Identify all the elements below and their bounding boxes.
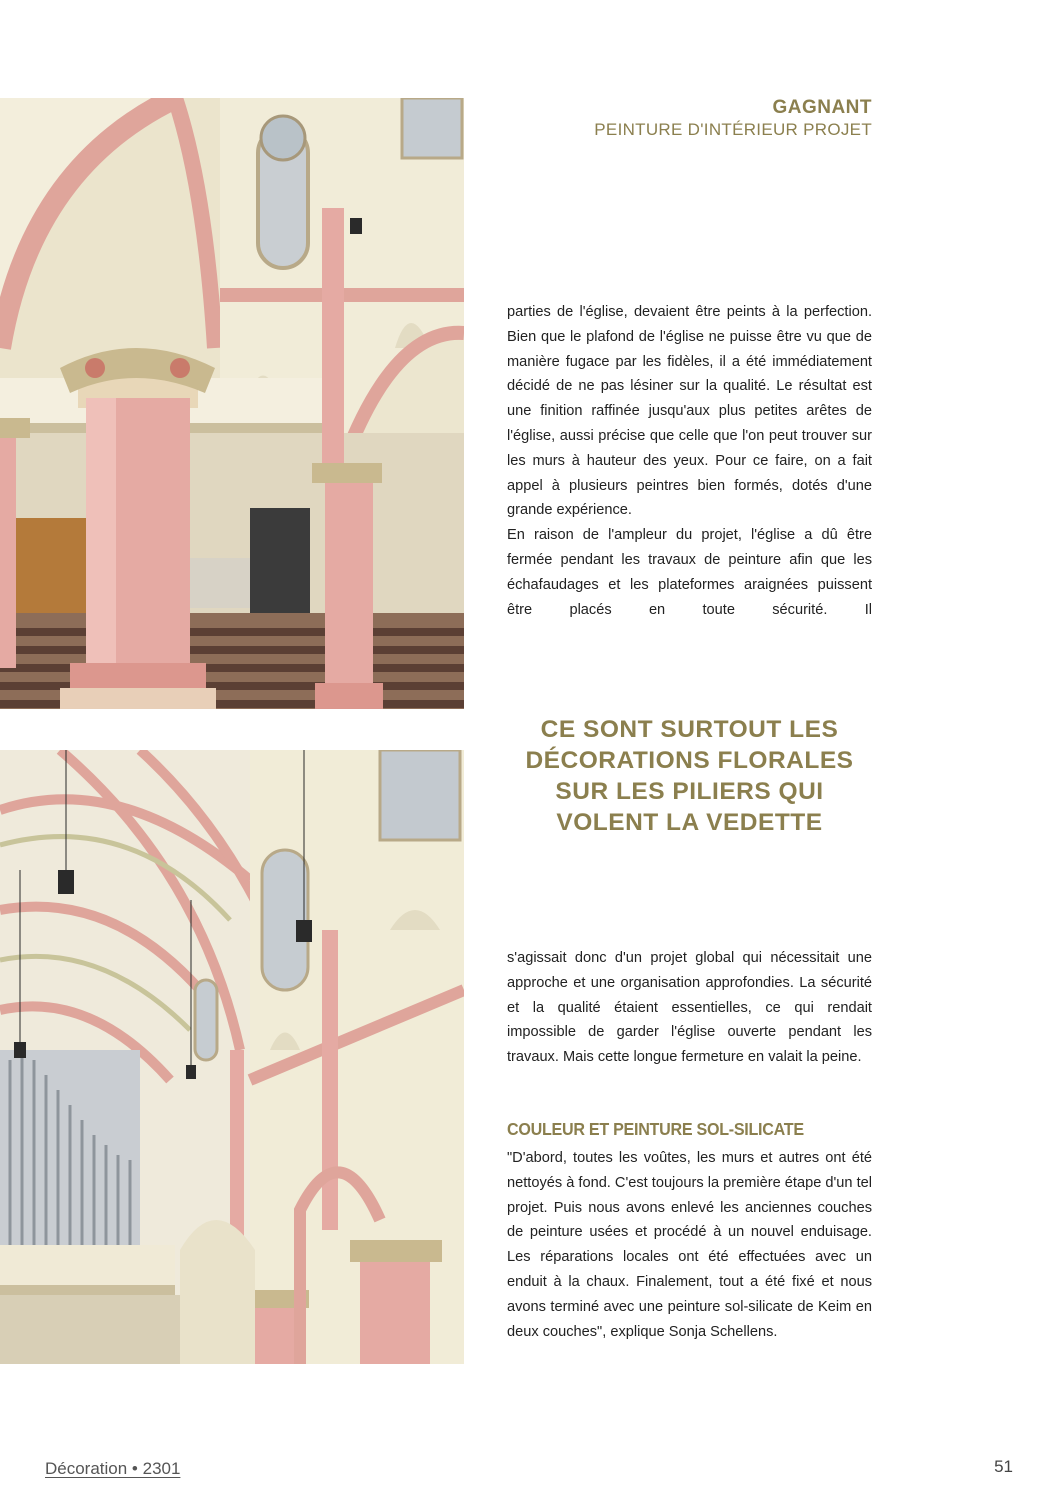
church-vault-illustration-bottom	[0, 750, 464, 1364]
paragraph: s'agissait donc d'un projet global qui nécessitait une approche et une organisation approfondies. La sécurité et la qualité étaient essentielles, ce qui rendait impossible de garder l'église ouverte pendant les travaux. Mais cette longue fermeture en valait la peine.	[507, 950, 872, 1066]
header-subtitle: PEINTURE D'INTÉRIEUR PROJET	[594, 120, 872, 139]
body-text-section	[507, 1146, 872, 1344]
body-text-column-1	[507, 300, 872, 622]
publication-link[interactable]: Décoration • 2301	[45, 1459, 181, 1478]
paragraph: parties de l'église, devaient être peints à la perfection. Bien que le plafond de l'église ne puisse être vu que de manière fugace par les fidèles, il a été immédiatement décidé de ne pas lésiner sur la qualité. Le résultat est une finition raffinée jusqu'aux plus petites arêtes de l'église, aussi précise que celle que l'on peut trouver sur les murs à hauteur des yeux. Pour ce faire, on a fait appel à plusieurs peintres bien formés, dotés d'une grande expérience.	[507, 304, 872, 519]
page-number: 51	[994, 1457, 1013, 1476]
church-interior-photo-top	[0, 98, 464, 709]
paragraph: En raison de l'ampleur du projet, l'église a dû être fermée pendant les travaux de peinture afin que les échafaudages et les plateformes araignées puissent être placés en toute sécurité. Il	[507, 527, 872, 618]
church-interior-illustration-top	[0, 98, 464, 709]
body-text-column-2	[507, 946, 872, 1070]
header-title: GAGNANT	[772, 97, 872, 118]
section-heading: COULEUR ET PEINTURE SOL-SILICATE	[507, 1119, 804, 1139]
paragraph: "D'abord, toutes les voûtes, les murs et autres ont été nettoyés à fond. C'est toujours la première étape d'un tel projet. Puis nous avons enlevé les anciennes couches de peinture usées et procédé à un nouvel enduisage. Les réparations locales ont été effectuées avec un enduit à la chaux. Finalement, tout a été fixé et nous avons terminé avec une peinture sol-silicate de Keim en deux couches", explique Sonja Schellens.	[507, 1150, 872, 1340]
church-interior-photo-bottom	[0, 750, 464, 1364]
pull-quote: CE SONT SURTOUT LES DÉCORATIONS FLORALES SUR LES PILIERS QUI VOLENT LA VEDETTE	[525, 716, 854, 836]
article-header	[594, 97, 872, 141]
